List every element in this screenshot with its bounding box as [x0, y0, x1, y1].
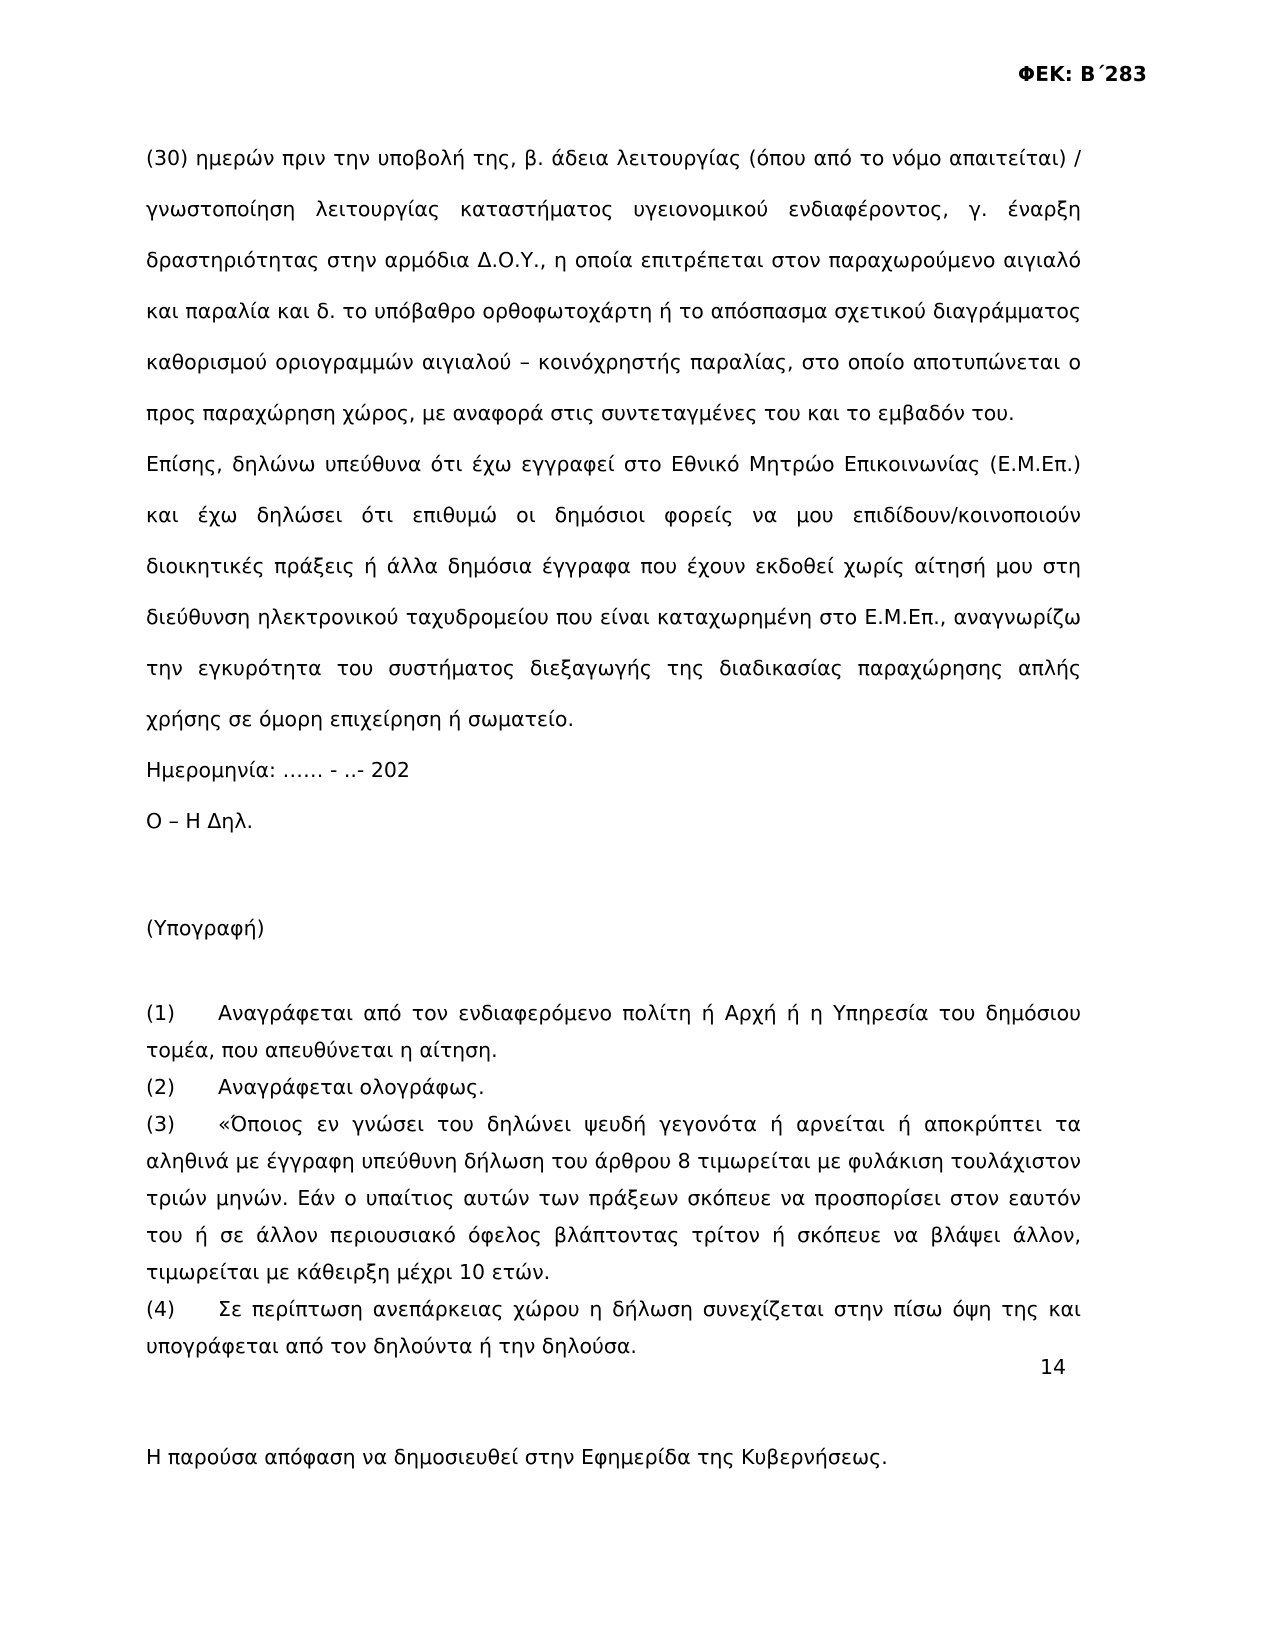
footnote-text: Αναγράφεται από τον ενδιαφερόμενο πολίτη ή Αρχή ή η Υπηρεσία του δημόσιου τομέα, που απευθύνεται η αίτηση.	[146, 1001, 1081, 1062]
document-body	[146, 133, 1081, 1476]
footnote-text: Αναγράφεται ολογράφως.	[218, 1075, 485, 1099]
footnote-number: (1)	[146, 1001, 176, 1025]
footnotes-list	[146, 995, 1081, 1365]
footnote-text: Σε περίπτωση ανεπάρκειας χώρου η δήλωση συνεχίζεται στην πίσω όψη της και υπογράφεται από τον δηλούντα ή την δηλούσα.	[146, 1297, 1081, 1358]
footnote-number: (2)	[146, 1075, 176, 1099]
publication-statement: Η παρούσα απόφαση να δημοσιευθεί στην Εφημερίδα της Κυβερνήσεως.	[146, 1445, 888, 1469]
footnote-text: «Όποιος εν γνώσει του δηλώνει ψευδή γεγονότα ή αρνείται ή αποκρύπτει τα αληθινά με έγγραφη υπεύθυνη δήλωση του άρθρου 8 τιμωρείται με φυλάκιση τουλάχιστον τριών μηνών. Εάν ο υπαίτιος αυτών των πράξεων σκόπευε να προσπορίσει στον εαυτόν του ή σε άλλον περιουσιακό όφελος βλάπτοντας τρίτον ή σκόπευε να βλάψει άλλον, τιμωρείται με κάθειρξη μέχρι 10 ετών.	[146, 1112, 1081, 1284]
footnote-item-2	[146, 1069, 1081, 1106]
signature-space	[146, 847, 1081, 913]
signature-label: (Υπογραφή)	[146, 916, 265, 940]
notes-spacer	[146, 943, 1081, 995]
closing-spacer	[146, 1365, 1081, 1439]
paragraph-supporting-documents: (30) ημερών πριν την υποβολή της, β. άδεια λειτουργίας (όπου από το νόμο απαιτείται) / γνωστοποίηση λειτουργίας καταστήματος υγειονομικού ενδιαφέροντος, γ. έναρξη δραστηριότητας στην αρμόδια Δ.Ο.Υ., η οποία επιτρέπεται στον παραχωρούμενο αιγιαλό και παραλία και δ. το υπόβαθρο ορθοφωτοχάρτη ή το απόσπασμα σχετικού διαγράμματος καθορισμού οριογραμμών αιγιαλού – κοινόχρηστής παραλίας, στο οποίο αποτυπώνεται ο προς παραχώρηση χώρος, με αναφορά στις συντεταγμένες του και το εμβαδόν του.	[146, 146, 1081, 425]
footnote-number: (3)	[146, 1112, 176, 1136]
footnote-item-3	[146, 1106, 1081, 1291]
declarant-line: Ο – Η Δηλ.	[146, 809, 254, 833]
date-line: Ημερομηνία: …… - ..- 202	[146, 758, 410, 782]
paragraph-emep-declaration: Επίσης, δηλώνω υπεύθυνα ότι έχω εγγραφεί στο Εθνικό Μητρώο Επικοινωνίας (Ε.Μ.Επ.) και έχω δηλώσει ότι επιθυμώ οι δημόσιοι φορείς να μου επιδίδουν/κοινοποιούν διοικητικές πράξεις ή άλλα δημόσια έγγραφα που έχουν εκδοθεί χωρίς αίτησή μου στη διεύθυνση ηλεκτρονικού ταχυδρομείου που είναι καταχωρημένη στο Ε.Μ.Επ., αναγνωρίζω την εγκυρότητα του συστήματος διεξαγωγής της διαδικασίας παραχώρησης απλής χρήσης σε όμορη επιχείρηση ή σωματείο.	[146, 452, 1081, 731]
footnote-item-1	[146, 995, 1081, 1069]
footnote-number: (4)	[146, 1297, 176, 1321]
gazette-reference-header: ΦΕΚ: Β΄283	[1018, 62, 1147, 86]
page-number: 14	[1040, 1355, 1067, 1379]
footnote-item-4	[146, 1291, 1081, 1365]
